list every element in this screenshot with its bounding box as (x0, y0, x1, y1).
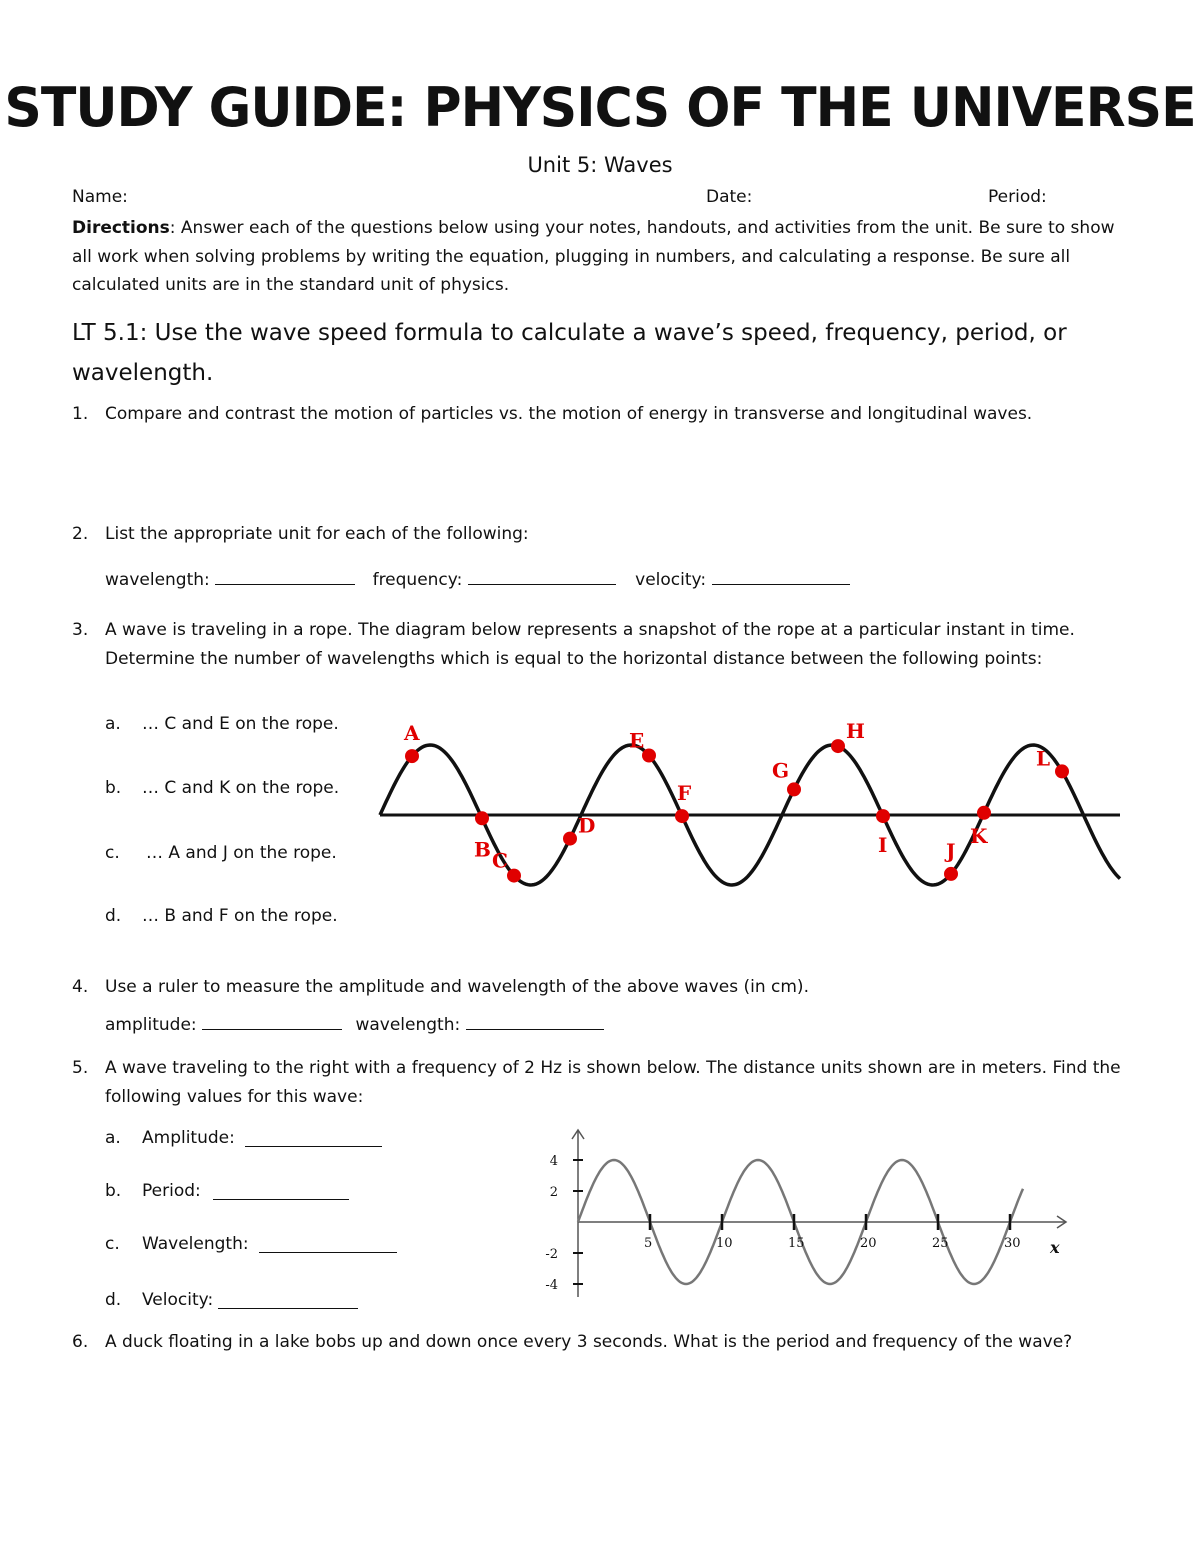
part-text: Wavelength: (142, 1234, 249, 1254)
question-number: 1. (72, 404, 89, 424)
rope-point-label: H (846, 719, 865, 744)
page-title: STUDY GUIDE: PHYSICS OF THE UNIVERSE (4, 76, 1196, 140)
velocity-blank[interactable] (712, 570, 850, 585)
question-text: A wave is traveling in a rope. The diagram below represents a snapshot of the rope at a particular instant in time. Determine the number of wavelengths which is equal to the horizontal distance between the following points: (105, 620, 1075, 669)
rope-point-l (1055, 764, 1069, 778)
page-subtitle: Unit 5: Waves (527, 153, 673, 177)
rope-point-label: J (946, 838, 956, 863)
question-text: Compare and contrast the motion of particles vs. the motion of energy in transverse and longitudinal waves. (105, 404, 1033, 424)
question-number: 2. (72, 524, 89, 544)
part-letter: c. (105, 843, 120, 863)
question-number: 3. (72, 620, 89, 640)
x-axis-label: x (1050, 1238, 1060, 1257)
directions (72, 214, 1132, 300)
rope-point-d (563, 832, 577, 846)
rope-point-label: D (578, 813, 596, 838)
rope-point-label: E (629, 728, 645, 753)
y-tick-label: 2 (549, 1185, 558, 1200)
part-letter: d. (105, 906, 122, 926)
x-tick-label: 25 (932, 1236, 949, 1251)
wavelength-field-label: wavelength: (105, 570, 210, 590)
name-label: Name: (72, 187, 128, 207)
part-text: … A and J on the rope. (146, 843, 337, 863)
velocity-blank[interactable] (218, 1294, 358, 1309)
part-text: Amplitude: (142, 1128, 235, 1148)
rope-wave-diagram (370, 700, 1130, 930)
question-number: 6. (72, 1332, 89, 1352)
rope-point-label: C (492, 848, 508, 873)
q2-fields (105, 570, 850, 590)
x-tick-label: 5 (644, 1236, 653, 1251)
wave-graph (530, 1125, 1090, 1305)
rope-point-label: B (474, 837, 491, 862)
amplitude-field-label: amplitude: (105, 1015, 197, 1035)
rope-point-label: L (1036, 746, 1051, 771)
part-letter: b. (105, 778, 122, 798)
q4-fields (105, 1015, 604, 1035)
part-text: … C and K on the rope. (142, 778, 340, 798)
rope-point-label: G (772, 758, 790, 783)
rope-point-label: I (878, 833, 888, 858)
wavelength-blank[interactable] (215, 570, 355, 585)
wavelength-field-label: wavelength: (355, 1015, 461, 1035)
question-number: 5. (72, 1058, 89, 1078)
question-text: A wave traveling to the right with a frequency of 2 Hz is shown below. The distance units shown are in meters. Find the following values for this wave: (105, 1058, 1121, 1107)
rope-point-f (675, 809, 689, 823)
wavelength-blank[interactable] (466, 1015, 604, 1030)
x-tick-label: 15 (788, 1236, 805, 1251)
rope-point-g (787, 782, 801, 796)
part-letter: a. (105, 1128, 121, 1148)
question-number: 4. (72, 977, 89, 997)
part-letter: c. (105, 1234, 120, 1254)
period-blank[interactable] (213, 1185, 349, 1200)
rope-point-c (507, 869, 521, 883)
question-text: A duck floating in a lake bobs up and down once every 3 seconds. What is the period and frequency of the wave? (105, 1332, 1073, 1352)
rope-point-label: K (970, 823, 988, 848)
question-text: List the appropriate unit for each of the following: (105, 524, 529, 544)
learning-target: LT 5.1: Use the wave speed formula to calculate a wave’s speed, frequency, period, or wavelength. (72, 320, 1067, 386)
part-text: … C and E on the rope. (142, 714, 339, 734)
amplitude-blank[interactable] (245, 1132, 382, 1147)
period-label: Period: (988, 187, 1047, 207)
part-letter: a. (105, 714, 121, 734)
graph-ticks (545, 1154, 1020, 1293)
amplitude-blank[interactable] (202, 1015, 342, 1030)
directions-label: Directions (72, 218, 170, 238)
velocity-field-label: velocity: (635, 570, 707, 590)
frequency-field-label: frequency: (372, 570, 463, 590)
directions-text: : Answer each of the questions below using your notes, handouts, and activities from the unit. Be sure to show all work when solving problems by writing the equation, plugging in numbers, and calculating a response. Be sure all calculated units are in the standard unit of physics. (72, 218, 1115, 295)
rope-point-k (977, 806, 991, 820)
rope-points (403, 719, 1069, 883)
y-tick-label: -2 (545, 1247, 558, 1262)
date-label: Date: (706, 187, 753, 207)
frequency-blank[interactable] (468, 570, 616, 585)
question-text: Use a ruler to measure the amplitude and wavelength of the above waves (in cm). (105, 977, 809, 997)
y-tick-label: -4 (545, 1278, 558, 1293)
y-tick-label: 4 (549, 1154, 558, 1169)
rope-point-b (475, 811, 489, 825)
rope-point-h (831, 739, 845, 753)
x-tick-label: 10 (716, 1236, 733, 1251)
part-text: Velocity: (142, 1290, 214, 1310)
rope-point-label: F (677, 781, 692, 806)
part-text: Period: (142, 1181, 201, 1201)
x-tick-label: 30 (1004, 1236, 1021, 1251)
part-text: … B and F on the rope. (142, 906, 338, 926)
rope-point-j (944, 867, 958, 881)
rope-point-a (405, 749, 419, 763)
rope-point-label: A (404, 721, 420, 746)
rope-point-i (876, 809, 890, 823)
part-letter: d. (105, 1290, 122, 1310)
part-letter: b. (105, 1181, 122, 1201)
x-tick-label: 20 (860, 1236, 877, 1251)
wavelength-blank[interactable] (259, 1238, 397, 1253)
